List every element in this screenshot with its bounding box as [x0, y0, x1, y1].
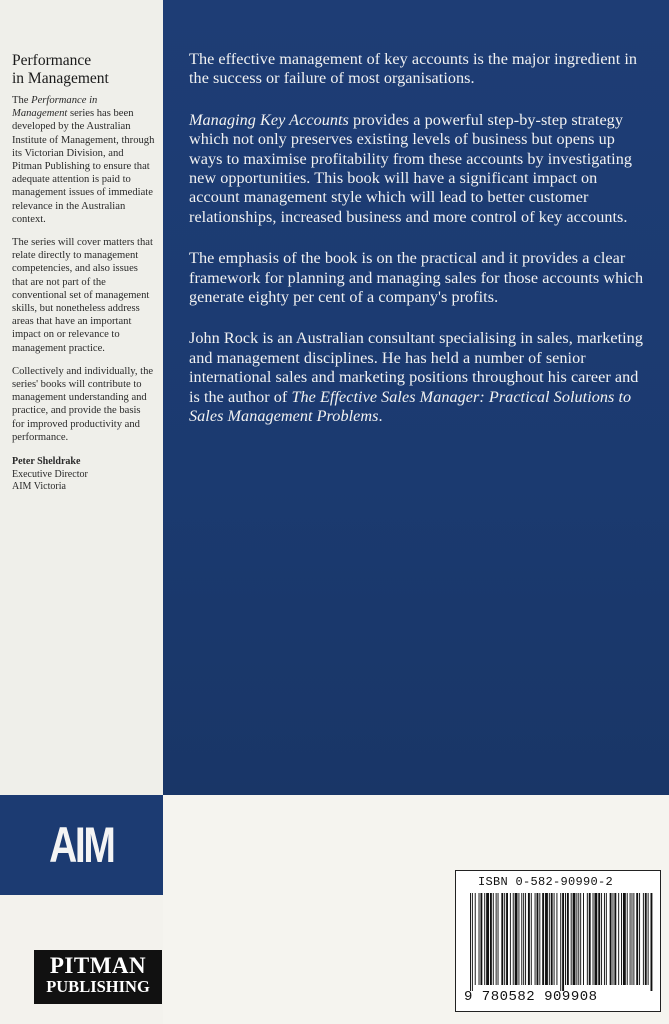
barcode-bar	[521, 893, 522, 985]
signature	[12, 456, 155, 494]
barcode-bar	[515, 893, 518, 985]
series-title-line1: Performance	[12, 52, 92, 69]
barcode-bar	[601, 893, 602, 985]
barcode-bar	[554, 893, 555, 985]
barcode-digits: 9 780582 909908	[464, 989, 598, 1005]
barcode-bar	[623, 893, 626, 985]
barcode-bar	[604, 893, 605, 985]
barcode-bar	[486, 893, 489, 985]
barcode-bar	[598, 893, 600, 985]
barcode-bar	[531, 893, 532, 985]
blurb-panel	[163, 0, 669, 795]
barcode-bar	[571, 893, 572, 985]
barcode-bar	[513, 893, 514, 985]
barcode-bar	[539, 893, 540, 985]
barcode-bar	[593, 893, 594, 985]
barcode-bar	[537, 893, 539, 985]
barcode-bar	[525, 893, 526, 985]
barcode-bar	[610, 893, 612, 985]
series-paragraph-2: The series will cover matters that relate directly to management competencies, and also issues that are not part of the conventional set of management skills, but nonetheless address areas that have an important impact on or relevance to management practice.	[12, 237, 153, 354]
barcode-bar	[560, 893, 561, 991]
blurb-paragraph-3: The emphasis of the book is on the practical and it provides a clear framework for planning and managing sales for those accounts which generate eighty per cent of a company's profits.	[189, 249, 644, 307]
barcode-bar	[470, 893, 471, 991]
barcode-bar	[587, 893, 588, 985]
barcode-bar	[542, 893, 544, 985]
pitman-logo-line1: PITMAN	[49, 953, 147, 978]
barcode-bar	[636, 893, 638, 985]
barcode-bar	[632, 893, 633, 985]
pitman-logo-line2: PUBLISHING	[46, 977, 150, 996]
aim-logo: AIM	[49, 817, 114, 873]
series-name-italic: Performance in Management	[12, 95, 98, 120]
barcode-bar	[565, 893, 566, 985]
barcode-bar	[506, 893, 508, 985]
barcode-bar	[518, 893, 519, 985]
barcode-bar	[613, 893, 614, 985]
barcode-bar	[630, 893, 631, 985]
barcode-bar	[556, 893, 557, 985]
blurb-paragraph-1: The effective management of key accounts is the major ingredient in the success or failure of most organisations.	[189, 50, 638, 88]
signature-title: Executive Director	[12, 468, 88, 480]
barcode-bar	[562, 893, 564, 991]
book-title-italic: Managing Key Accounts	[189, 110, 349, 129]
isbn-text: ISBN 0-582-90990-2	[478, 875, 614, 889]
aim-logo-box	[0, 795, 163, 895]
series-p1-pre: The	[12, 95, 32, 106]
barcode-bar	[567, 893, 569, 985]
barcode-bar	[618, 893, 619, 985]
barcode-bar	[535, 893, 536, 985]
barcode-bar	[479, 893, 480, 985]
barcode-bar	[645, 893, 647, 985]
barcode-box	[455, 870, 661, 1012]
series-p1-post: series has been developed by the Australian Institute of Management, through its Victorian Division, and Pitman Publishing to ensure that adequate attention is paid to management issues of immediate relevance in the Australian context.	[12, 108, 155, 225]
barcode-bar	[633, 893, 634, 985]
barcode-bars	[468, 893, 654, 991]
series-paragraph-3: Collectively and individually, the series' books will contribute to management understanding and practice, and provide the basis for improved productivity and performance.	[12, 365, 154, 443]
barcode-bar	[490, 893, 492, 985]
barcode-bar	[578, 893, 579, 985]
barcode-bar	[648, 893, 649, 985]
barcode-bar	[576, 893, 577, 985]
barcode-bar	[480, 893, 482, 985]
barcode-bar	[523, 893, 524, 985]
barcode-bar	[528, 893, 530, 985]
blurb-p2-rest: provides a powerful step-by-step strategy which not only preserves existing levels of business but opens up ways to maximise profitability from these accounts by investigating new opportunities. This book will have a significant impact on account management style which will lead to better customer relationships, increased business and more control of key accounts.	[189, 110, 633, 226]
barcode-bar	[583, 893, 584, 985]
series-title	[12, 52, 155, 88]
other-book-title: The Effective Sales Manager: Practical Solutions to Sales Management Problems	[189, 387, 632, 426]
signature-name: Peter Sheldrake	[12, 456, 81, 468]
barcode-bar	[639, 893, 640, 985]
blurb-paragraph-2	[189, 111, 649, 227]
barcode-bar	[643, 893, 644, 985]
barcode-bar	[472, 893, 473, 991]
author-bio-post: .	[378, 407, 383, 426]
barcode-bar	[573, 893, 576, 985]
signature-org: AIM Victoria	[12, 481, 66, 493]
barcode-bar	[484, 893, 485, 985]
barcode-bar	[606, 893, 607, 985]
series-paragraph-1	[12, 94, 155, 226]
series-sidebar	[0, 0, 163, 795]
pitman-publishing-logo	[34, 950, 162, 1004]
barcode-bar	[651, 893, 653, 991]
barcode-bar	[493, 893, 494, 985]
barcode-bar	[614, 893, 616, 985]
barcode-bar	[501, 893, 503, 985]
author-bio-pre: John Rock is an Australian consultant specialising in sales, marketing and management disciplines. He has held a number of senior international sales and marketing positions throughout his career and is the author of	[189, 329, 643, 406]
barcode-bar	[545, 893, 548, 985]
series-title-line2: in Management	[12, 70, 109, 87]
barcode-bar	[504, 893, 505, 985]
barcode-bar	[627, 893, 628, 985]
barcode-bar	[580, 893, 581, 985]
author-bio	[189, 329, 649, 426]
barcode-bar	[510, 893, 511, 985]
barcode-bar	[594, 893, 597, 985]
barcode-bar	[496, 893, 497, 985]
barcode-bar	[549, 893, 550, 985]
barcode-bar	[551, 893, 553, 985]
barcode-bar	[621, 893, 622, 985]
barcode-bar	[475, 893, 476, 985]
barcode-bar	[498, 893, 499, 985]
barcode-bar	[589, 893, 591, 985]
